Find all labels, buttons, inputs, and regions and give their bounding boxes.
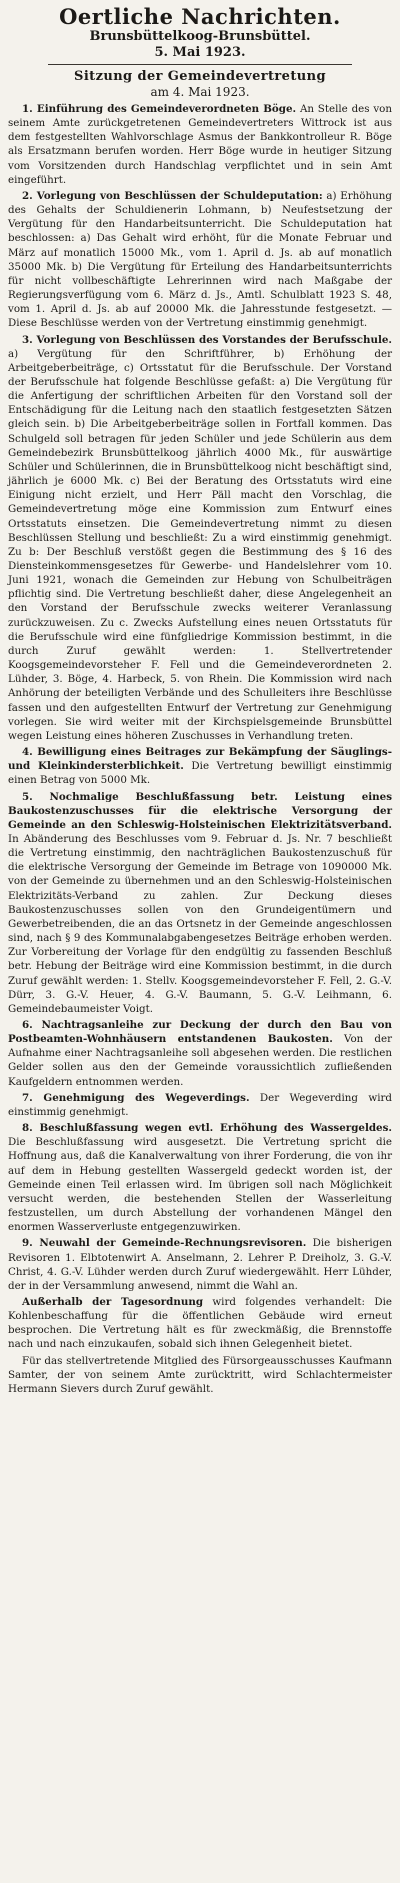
agenda-text: a) Vergütung für den Schriftführer, b) Erhöhung der Arbeitgeberbeiträge, c) Ortsstatut für die Berufsschule. Der Vorstand der Berufsschule hat folgende Beschlüsse gefaßt: a) Die Vergütung für die Anfertigung der schriftlichen Arbeiten für den Vorstand soll der Entschädigung für die Leitung nach den staatlich festgesetzten Sätzen gleich sein. b) Die Arbeitgeberbeiträge sollen in Fortfall kommen. Das Schulgeld soll betragen für jeden Schüler und jede Schülerin aus dem Gemeindebezirk Brunsbüttelkoog jährlich 4000 Mk., für auswärtige Schüler und Schülerinnen, die in Brunsbüttelkoog nicht beschäftigt sind, jährlich je 6000 Mk. c) Bei der Beratung des Ortsstatuts wird eine Einigung nicht erzielt, und Herr Päll macht den Vorschlag, die Gemeindevertretung möge eine Kommission zum Entwurf eines Ortsstatuts einsetzen. Die Gemeindevertretung nimmt zu diesen Beschlüssen Stellung und beschließt: Zu a wird einstimmig genehmigt. Zu b: Der Beschluß verstößt gegen die Bestimmung des § 16 des Diensteinkommensgesetzes für Gewerbe- und Handelslehrer vom 10. Juni 1921, wonach die Gemeinden zur Hebung von Schulbeiträgen pflichtig sind. Die Vertretung beschließt daher, diese Angelegenheit an den Vorstand der Berufsschule zwecks weiterer Veranlassung zurückzuweisen. Zu c. Zwecks Aufstellung eines neuen Ortsstatuts für die Berufsschule wird eine fünfgliedrige Kommission bestimmt, in die durch Zuruf gewählt werden: 1. Stellvertretender Koogsgemeindevorsteher F. Fell und die Gemeindeverordneten 2. Lühder, 3. Böge, 4. Harbeck, 5. von Rhein. Die Kommission wird nach Anhörung der beteiligten Verbände und des Schulleiters ihre Beschlüsse fassen und den aufgestellten Entwurf der Vertretung zur Genehmigung vorlegen. Sie wird weiter mit der Kirchspielsgemeinde Brunsbüttel wegen Leistung eines höheren Zuschusses in Verhandlung treten. [8, 347, 392, 742]
agenda-paragraph [8, 1354, 392, 1396]
agenda-paragraph [8, 790, 392, 1017]
agenda-item [8, 1236, 392, 1293]
agenda-item [8, 1295, 392, 1352]
date-line: 5. Mai 1923. [154, 45, 246, 60]
session-header [8, 69, 392, 100]
agenda-text: Von der Aufnahme einer Nachtragsanleihe soll abgesehen werden. Die restlichen Gelder sollen aus den der Gemeinde voraussichtlich zufließenden Kaufgeldern entnommen werden. [8, 1033, 392, 1088]
article-body [8, 102, 392, 1396]
agenda-paragraph [8, 1236, 392, 1293]
agenda-paragraph [8, 1091, 392, 1119]
agenda-text: In Abänderung des Beschlusses vom 9. Februar d. Js. Nr. 7 beschließt die Vertretung einstimmig, den nachträglichen Baukostenzuschuß für die elektrische Versorgung der Gemeinde im Betrage von 1090000 Mk. von der Gemeinde zu übernehmen und an den Schleswig-Holsteinischen Elektrizitäts-Verband zu zahlen. Zur Deckung dieses Baukostenzuschusses sollen von den Grundeigentümern und Gewerbetreibenden, die an das Ortsnetz in der Gemeinde angeschlossen sind, nach § 9 des Kommunalabgabengesetzes Beiträge erhoben werden. Zur Vorbereitung der Vorlage für den endgültig zu fassenden Beschluß betr. Hebung der Beiträge wird eine Kommission bestimmt, in die durch Zuruf gewählt werden: 1. Stellv. Koogsgemeindevorsteher F. Fell, 2. G.-V. Dürr, 3. G.-V. Heuer, 4. G.-V. Baumann, 5. G.-V. Leihmann, 6. Gemeindebaumeister Voigt. [8, 832, 392, 1015]
agenda-heading: 4. Bewilligung eines Beitrages zur Bekämpfung der Säuglings- und Kleinkindersterblichkeit. [8, 746, 392, 773]
section-title: Oertliche Nachrichten. [59, 4, 341, 29]
agenda-heading: 6. Nachtragsanleihe zur Deckung der durch den Bau von Postbeamten-Wohnhäusern entstandenen Baukosten. [8, 1019, 392, 1046]
agenda-heading: 7. Genehmigung des Wegeverdings. [22, 1091, 250, 1104]
agenda-paragraph [8, 745, 392, 787]
agenda-item [8, 333, 392, 744]
agenda-text: wird folgendes verhandelt: Die Kohlenbeschaffung für die öffentlichen Gebäude wird erneut besprochen. Die Vertretung hält es für zweckmäßig, die Brennstoffe nach und nach einzukaufen, sobald sich ihnen Gelegenheit bietet. [8, 1295, 392, 1351]
agenda-heading: Außerhalb der Tagesordnung [22, 1295, 204, 1308]
agenda-text: a) Erhöhung des Gehalts der Schuldienerin Lohmann, b) Neufestsetzung der Vergütung für den Handarbeitsunterricht. Die Schuldeputation hat beschlossen: a) Das Gehalt wird erhöht, für die Monate Februar und März auf monatlich 15000 Mk., vom 1. April d. Js. ab auf monatlich 35000 Mk. b) Die Vergütung für Erteilung des Handarbeitsunterrichts für nicht vollbeschäftigte Lehrerinnen wird nach Maßgabe der Regierungsverfügung vom 6. März d. Js., Amtl. Schulblatt 1923 S. 48, vom 1. April d. Js. ab auf 20000 Mk. die Jahresstunde festgesetzt. — Diese Beschlüsse werden von der Vertretung einstimmig genehmigt. [8, 189, 392, 330]
agenda-text: Der Wegeverding wird einstimmig genehmigt. [8, 1091, 393, 1118]
agenda-paragraph [8, 189, 392, 331]
agenda-item [8, 1354, 392, 1396]
agenda-text: Für das stellvertretende Mitglied des Fürsorgeausschusses Kaufmann Samter, der von seinem Amte zurücktritt, wird Schlachtermeister Hermann Sievers durch Zuruf gewählt. [8, 1354, 392, 1395]
agenda-paragraph [8, 333, 392, 744]
agenda-text: An Stelle des von seinem Amte zurückgetretenen Gemeindevertreters Wittrock ist aus dem festgestellten Wahlvorschlage Asmus der Bankkontrolleur R. Böge als Ersatzmann berufen worden. Herr Böge wurde in heutiger Sitzung vom Vorsitzenden durch Handschlag verpflichtet und in sein Amt eingeführt. [8, 103, 392, 186]
agenda-paragraph [8, 1295, 392, 1352]
agenda-heading: 1. Einführung des Gemeindeverordneten Böge. [22, 103, 297, 115]
agenda-item [8, 102, 392, 187]
agenda-item [8, 189, 392, 331]
agenda-item [8, 1018, 392, 1089]
agenda-item [8, 790, 392, 1017]
agenda-paragraph [8, 1121, 392, 1234]
agenda-text: Die bisherigen Revisoren 1. Elbtotenwirt A. Anselmann, 2. Lehrer P. Dreiholz, 3. G.-V. Christ, 4. G.-V. Lühder werden durch Zuruf wiedergewählt. Herr Lühder, der in der Versammlung anwesend, nimmt die Wahl an. [8, 1237, 392, 1292]
divider-rule [48, 64, 352, 65]
session-title: Sitzung der Gemeindevertretung [74, 69, 326, 84]
agenda-heading: 5. Nochmalige Beschlußfassung betr. Leistung eines Baukostenzuschusses für die elektrische Versorgung der Gemeinde an den Schleswig-Holsteinischen Elektrizitätsverband. [8, 790, 392, 831]
agenda-item [8, 1121, 392, 1234]
agenda-item [8, 745, 392, 787]
masthead [8, 4, 392, 61]
session-date: am 4. Mai 1923. [150, 85, 250, 99]
place-line: Brunsbüttelkoog-Brunsbüttel. [89, 29, 311, 44]
agenda-heading: 3. Vorlegung von Beschlüssen des Vorstandes der Berufsschule. [22, 333, 392, 346]
agenda-text: Die Vertretung bewilligt einstimmig einen Betrag von 5000 Mk. [8, 760, 392, 787]
agenda-text: Die Beschlußfassung wird ausgesetzt. Die Vertretung spricht die Hoffnung aus, daß die Kanalverwaltung von ihrer Forderung, die von ihr auf dem in Hebung gestellten Wassergeld gedeckt worden ist, der Gemeinde einen Teil erlassen wird. Im übrigen soll nach Möglichkeit versucht werden, die bestehenden Stellen der Wasserleitung festzustellen, um durch Abstellung der vorhandenen Mängel den enormen Wasserverluste entgegenzuwirken. [8, 1136, 392, 1234]
agenda-heading: 2. Vorlegung von Beschlüssen der Schuldeputation: [22, 189, 323, 202]
agenda-heading: 8. Beschlußfassung wegen evtl. Erhöhung des Wassergeldes. [22, 1122, 392, 1135]
agenda-heading: 9. Neuwahl der Gemeinde-Rechnungsrevisoren. [22, 1237, 307, 1250]
agenda-paragraph [8, 1018, 392, 1089]
agenda-paragraph [8, 102, 392, 187]
agenda-item [8, 1091, 392, 1119]
